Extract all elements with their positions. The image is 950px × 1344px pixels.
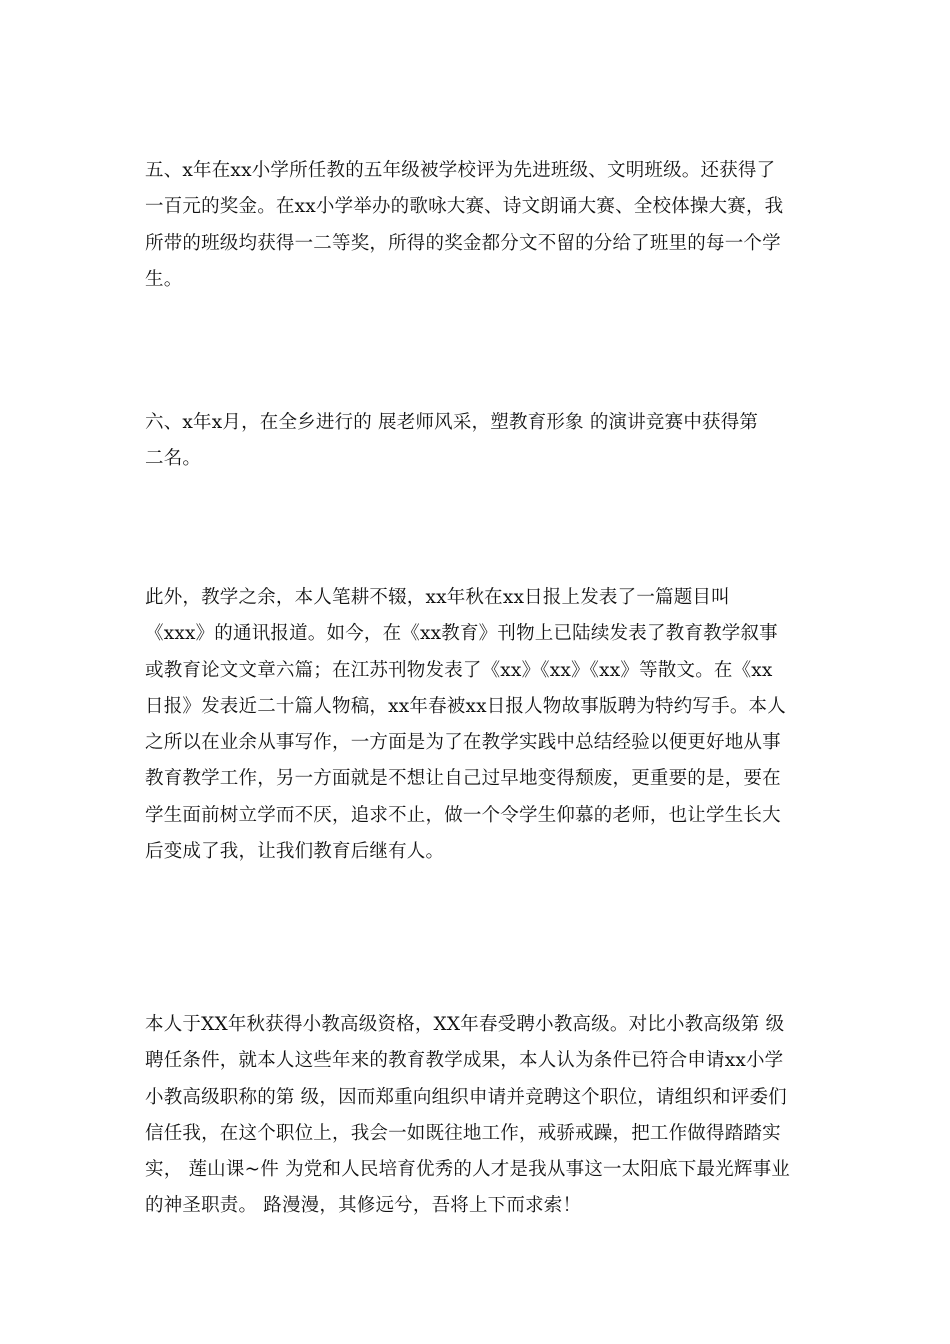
paragraph-awards-class [145, 153, 810, 298]
text-line: 五、x年在xx小学所任教的五年级被学校评为先进班级、文明班级。还获得了 [145, 160, 776, 181]
text-line: 或教育论文文章六篇；在江苏刊物发表了《xx》《xx》《xx》等散文。在《xx [145, 659, 773, 681]
paragraph-speech-contest [145, 405, 810, 478]
text-line: 学生面前树立学而不厌，追求不止，做一个令学生仰慕的老师，也让学生长大 [145, 804, 781, 826]
text-line: 信任我，在这个职位上，我会一如既往地工作，戒骄戒躁，把工作做得踏踏实 [145, 1122, 781, 1144]
text-line: 一百元的奖金。在xx小学举办的歌咏大赛、诗文朗诵大赛、全校体操大赛，我 [145, 196, 784, 218]
text-line: 《xxx》的通讯报道。如今，在《xx教育》刊物上已陆续发表了教育教学叙事 [145, 623, 778, 645]
text-line: 聘任条件，就本人这些年来的教育教学成果，本人认为条件已符合申请xx小学 [145, 1050, 784, 1072]
text-line: 日报》发表近二十篇人物稿，xx年春被xx日报人物故事版聘为特约写手。本人 [145, 695, 786, 717]
text-line: 后变成了我，让我们教育后继有人。 [145, 841, 445, 863]
text-line: 的神圣职责。 路漫漫，其修远兮，吾将上下而求索！ [145, 1195, 582, 1217]
text-line: 生。 [145, 268, 183, 290]
paragraph-writing [145, 580, 810, 870]
text-line: 所带的班级均获得一二等奖，所得的奖金都分文不留的分给了班里的每一个学 [145, 232, 781, 254]
text-line: 本人于XX年秋获得小教高级资格，XX年春受聘小教高级。对比小教高级第 级 [145, 1014, 785, 1035]
text-line: 之所以在业余从事写作，一方面是为了在教学实践中总结经验以便更好地从事 [145, 732, 781, 754]
text-line: 教育教学工作，另一方面就是不想让自己过早地变得颓废，更重要的是，要在 [145, 768, 781, 790]
text-line: 小教高级职称的第 级，因而郑重向组织申请并竞聘这个职位，请组织和评委们 [145, 1086, 787, 1108]
paragraph-application [145, 1007, 810, 1225]
text-line: 实， 莲山课~件 为党和人民培育优秀的人才是我从事这一太阳底下最光辉事业 [145, 1159, 790, 1181]
text-line: 六、x年x月，在全乡进行的 展老师风采，塑教育形象 的演讲竞赛中获得第 [145, 412, 759, 433]
text-line: 此外，教学之余，本人笔耕不辍，xx年秋在xx日报上发表了一篇题目叫 [145, 587, 730, 608]
text-line: 二名。 [145, 448, 202, 470]
